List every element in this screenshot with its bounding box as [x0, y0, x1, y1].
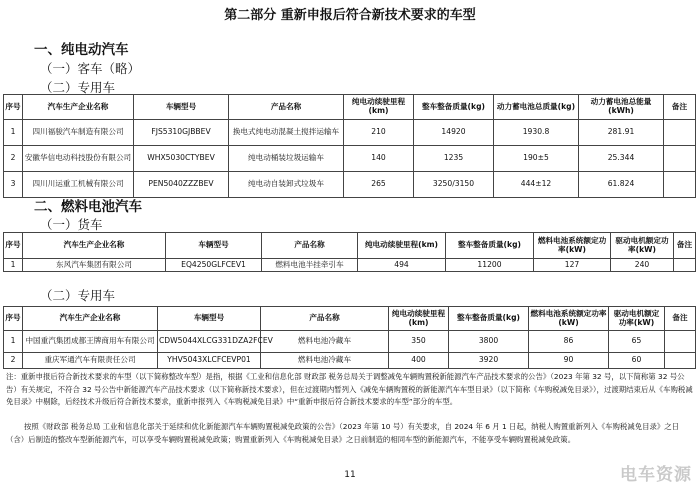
bev-special-vehicle-table	[3, 94, 696, 198]
table-cell: 东风汽车集团有限公司	[23, 259, 166, 272]
table-cell: 燃料电池冷藏车	[261, 331, 389, 353]
table-row	[4, 331, 696, 353]
header-cell: 产品名称	[262, 233, 358, 259]
table-cell	[664, 120, 696, 146]
table-cell: 3	[4, 172, 23, 198]
header-cell: 燃料电池系统额定功率(kW)	[529, 307, 609, 331]
table-cell: 240	[611, 259, 674, 272]
table-cell: 25.344	[579, 146, 664, 172]
header-cell: 汽车生产企业名称	[23, 307, 158, 331]
table-cell: 190±5	[494, 146, 579, 172]
header-cell: 备注	[665, 307, 696, 331]
table-cell: 86	[529, 331, 609, 353]
table-cell: 1930.8	[494, 120, 579, 146]
header-cell: 车辆型号	[158, 307, 261, 331]
table-cell: 90	[529, 353, 609, 369]
header-cell: 驱动电机额定功率(kW)	[611, 233, 674, 259]
table-cell: 纯电动自装卸式垃圾车	[229, 172, 344, 198]
section-heading-fuel-cell: 二、燃料电池汽车	[34, 199, 142, 215]
table-cell	[665, 331, 696, 353]
header-cell: 动力蓄电池总能量(kWh)	[579, 95, 664, 120]
subsection-heading-fuel-cell-special-vehicle: （二）专用车	[40, 288, 116, 303]
section-heading-bev: 一、纯电动汽车	[34, 42, 129, 58]
table-cell: 3920	[449, 353, 529, 369]
table-cell: 65	[609, 331, 665, 353]
header-cell: 动力蓄电池总质量(kg)	[494, 95, 579, 120]
table-header-row	[4, 307, 696, 331]
header-cell: 序号	[4, 307, 23, 331]
header-cell: 纯电动续驶里程(km)	[389, 307, 449, 331]
header-cell: 汽车生产企业名称	[23, 95, 134, 120]
table-cell	[665, 353, 696, 369]
table-row	[4, 259, 696, 272]
table-row	[4, 353, 696, 369]
table-cell: 2	[4, 146, 23, 172]
table-cell: 四川福骏汽车制造有限公司	[23, 120, 134, 146]
header-cell: 产品名称	[261, 307, 389, 331]
table-cell: 350	[389, 331, 449, 353]
table-cell: 四川川运重工机械有限公司	[23, 172, 134, 198]
table-cell: 燃料电池半挂牵引车	[262, 259, 358, 272]
header-cell: 整车整备质量(kg)	[449, 307, 529, 331]
table-cell	[664, 146, 696, 172]
table-cell: CDW5044XLCG331DZA2FCEV	[158, 331, 261, 353]
table-cell: 127	[534, 259, 611, 272]
table-cell: 60	[609, 353, 665, 369]
header-cell: 整车整备质量(kg)	[414, 95, 494, 120]
table-cell: 1235	[414, 146, 494, 172]
table-cell: FJS5310GJBBEV	[134, 120, 229, 146]
page-title: 第二部分 重新申报后符合新技术要求的车型	[224, 8, 476, 23]
fuel-cell-special-vehicle-table	[3, 306, 696, 369]
table-cell: 安徽华信电动科技股份有限公司	[23, 146, 134, 172]
header-cell: 产品名称	[229, 95, 344, 120]
table-header-row	[4, 95, 696, 120]
header-cell: 序号	[4, 233, 23, 259]
table-row	[4, 172, 696, 198]
footnote-definition: 注：重新申报后符合新技术要求的车型（以下简称整改车型）是指，根据《工业和信息化部 财政部 税务总局关于调整减免车辆购置税新能源汽车产品技术要求的公告》（2023 年第 32 号，以下简称第 32 号公告）有关规定，不符合 32 号公告中新能源汽车产品技术要求（以下简称新技术要求），但在过渡期内暂列入《减免车辆购置税的新能源汽车车型目录》（以下简称《车购税减免目录》），过渡期结束后从《车购税减免目录》中剔除，后经技术升级后符合新技术要求，重新申报列入《车购税减免目录》中“重新申报后符合新技术要求的车型”部分的车型。	[6, 372, 693, 407]
header-cell: 车辆型号	[134, 95, 229, 120]
table-cell: 14920	[414, 120, 494, 146]
header-cell: 驱动电机额定功率(kW)	[609, 307, 665, 331]
watermark-logo: 电车资源	[620, 465, 692, 485]
table-cell: 3250/3150	[414, 172, 494, 198]
header-cell: 备注	[674, 233, 696, 259]
table-cell: 换电式纯电动混凝土搅拌运输车	[229, 120, 344, 146]
table-cell: 61.824	[579, 172, 664, 198]
header-cell: 车辆型号	[166, 233, 262, 259]
table-cell: 281.91	[579, 120, 664, 146]
header-cell: 汽车生产企业名称	[23, 233, 166, 259]
table-cell: 纯电动桶装垃圾运输车	[229, 146, 344, 172]
table-cell: 140	[344, 146, 414, 172]
header-cell: 燃料电池系统额定功率(kW)	[534, 233, 611, 259]
subsection-heading-truck: （一）货车	[40, 217, 103, 232]
table-row	[4, 120, 696, 146]
header-cell: 整车整备质量(kg)	[446, 233, 534, 259]
table-cell: 1	[4, 120, 23, 146]
table-cell: 3800	[449, 331, 529, 353]
page-number: 11	[344, 470, 356, 480]
table-cell: 11200	[446, 259, 534, 272]
footnote-policy: 按照《财政部 税务总局 工业和信息化部关于延续和优化新能源汽车车辆购置税减免政策的公告》（2023 年第 10 号）有关要求，自 2024 年 6 月 1 日起，纳税人购置重新列入《车购税减免目录》之日（含）后制造的整改车型新能源汽车，可以享受车辆购置税减免政策；购置重新列入《车购税减免目录》之日前制造的相同车型的新能源汽车，不能享受车辆购置税减免政策。	[6, 422, 680, 444]
table-cell: 1	[4, 259, 23, 272]
table-cell	[664, 172, 696, 198]
table-cell: EQ4250GLFCEV1	[166, 259, 262, 272]
header-cell: 纯电动续驶里程(km)	[358, 233, 446, 259]
table-cell: 2	[4, 353, 23, 369]
table-cell: YHV5043XLCFCEVP01	[158, 353, 261, 369]
table-cell: 494	[358, 259, 446, 272]
table-cell: 400	[389, 353, 449, 369]
table-cell: 燃料电池冷藏车	[261, 353, 389, 369]
table-cell: 中国重汽集团成都王牌商用车有限公司	[23, 331, 158, 353]
subsection-heading-bus: （一）客车（略）	[40, 61, 141, 76]
table-cell: 210	[344, 120, 414, 146]
table-row	[4, 146, 696, 172]
table-cell: 1	[4, 331, 23, 353]
table-cell: 265	[344, 172, 414, 198]
header-cell: 备注	[664, 95, 696, 120]
header-cell: 纯电动续驶里程(km)	[344, 95, 414, 120]
fuel-cell-truck-table	[3, 232, 696, 272]
table-cell: WHX5030CTYBEV	[134, 146, 229, 172]
header-cell: 序号	[4, 95, 23, 120]
table-header-row	[4, 233, 696, 259]
table-cell	[674, 259, 696, 272]
subsection-heading-special-vehicle: （二）专用车	[40, 80, 116, 95]
table-cell: PEN5040ZZZBEV	[134, 172, 229, 198]
table-cell: 重庆军通汽车有限责任公司	[23, 353, 158, 369]
table-cell: 444±12	[494, 172, 579, 198]
